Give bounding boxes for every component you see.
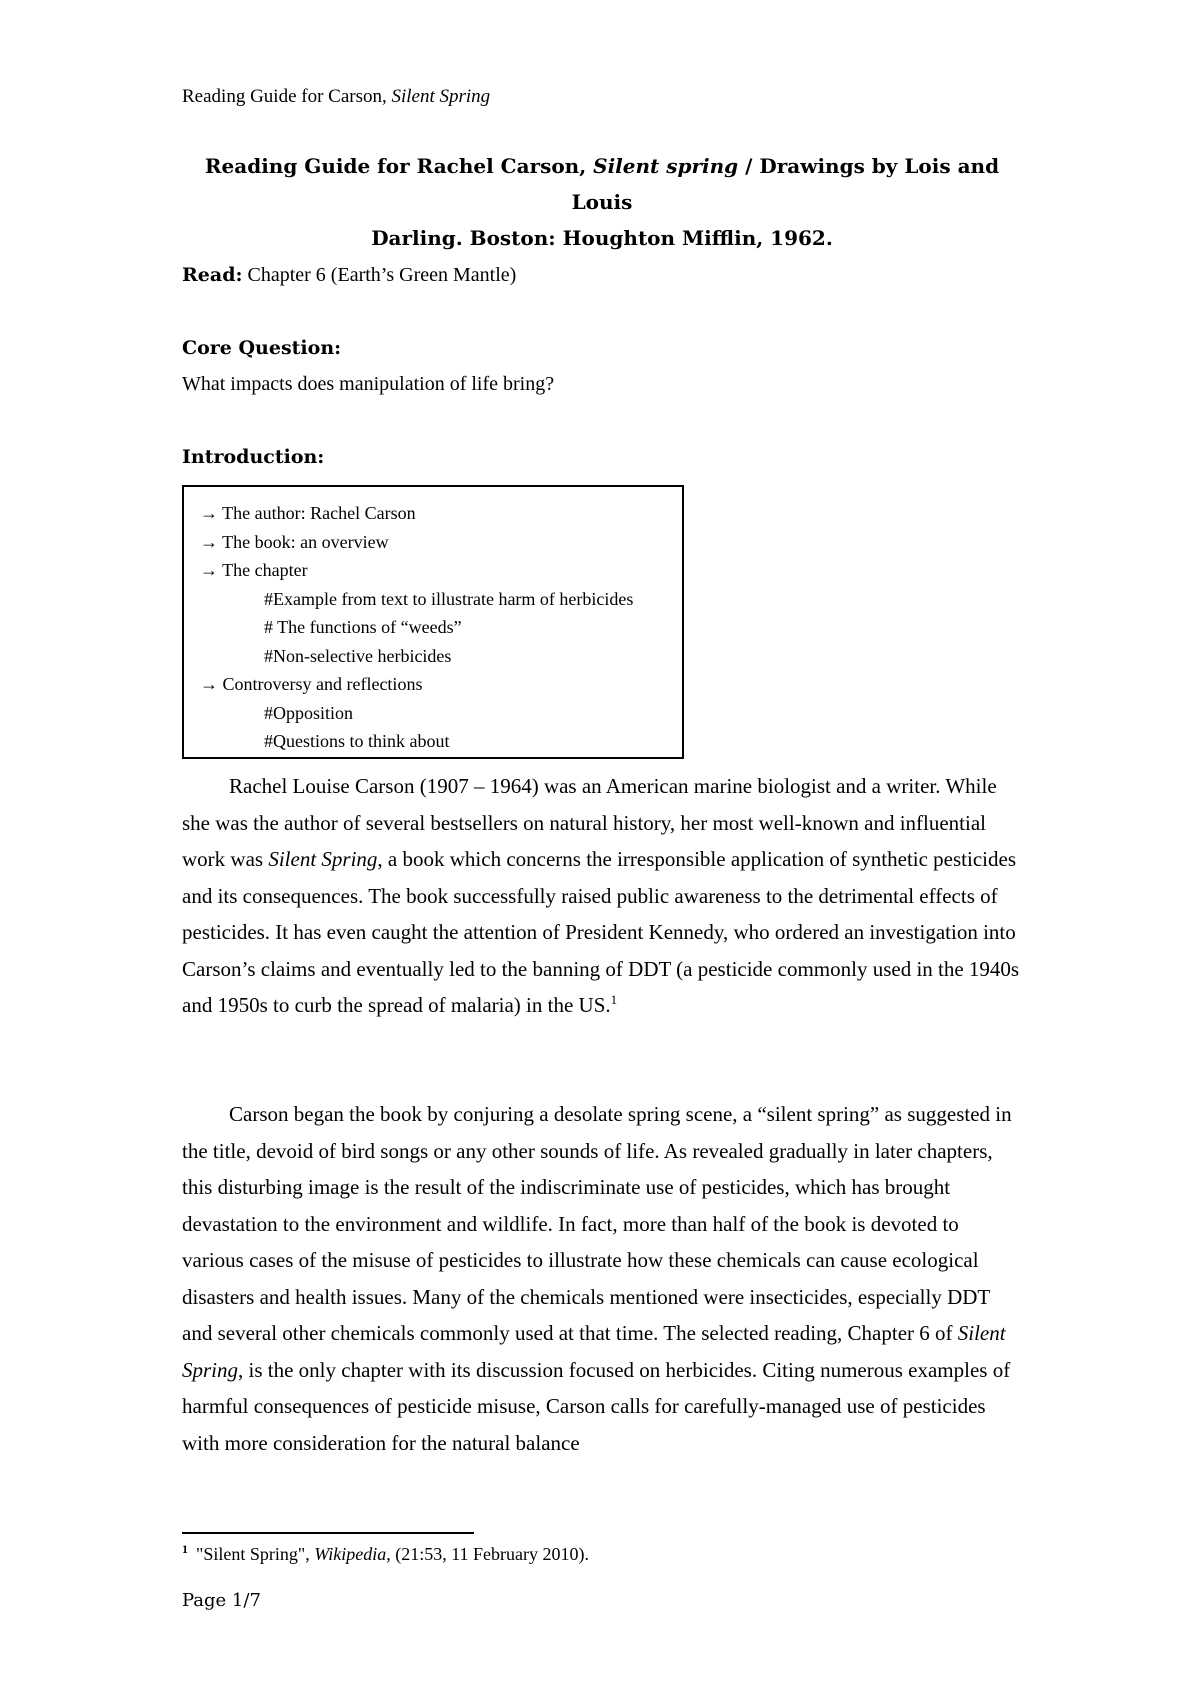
title-line-1: Reading Guide for Rachel Carson, Silent spring / Drawings by Lois and Louis — [204, 154, 1000, 214]
page-number: Page 1/7 — [182, 1590, 261, 1611]
outline-subitem: #Opposition — [264, 702, 354, 723]
introduction-outline-box — [182, 485, 684, 759]
title-line-2: Darling. Boston: Houghton Mifflin, 1962. — [371, 226, 833, 250]
core-question-text: What impacts does manipulation of life bring? — [182, 373, 555, 395]
footnote-number: 1 — [182, 1542, 188, 1556]
core-question-label: Core Question: — [182, 337, 342, 359]
outline-subitem: #Questions to think about — [264, 731, 450, 751]
body-paragraph-2: Carson began the book by conjuring a desolate spring scene, a “silent spring” as suggested in the title, devoid of bird songs or any other sounds of life. As revealed gradually in later chapters, this disturbing image is the result of the indiscriminate use of pesticides, which has brought devastation to the environment and wildlife. In fact, more than half of the book is devoted to various cases of the misuse of pesticides to illustrate how these chemicals can cause ecological disasters and health issues. Many of the chemicals mentioned were insecticides, especially DDT and several other chemicals commonly used at that time. The selected reading, Chapter 6 of Silent Spring, is the only chapter with its discussion focused on herbicides. Citing numerous examples of harmful consequences of pesticide misuse, Carson calls for carefully-managed use of pesticides with more consideration for the natural balance — [182, 1102, 1012, 1455]
outline-item: → The author: Rachel Carson — [200, 503, 416, 523]
outline-subitem: #Example from text to illustrate harm of herbicides — [264, 588, 634, 609]
running-header: Reading Guide for Carson, Silent Spring — [182, 86, 491, 107]
document-page — [182, 0, 1022, 1696]
body-paragraph-1: Rachel Louise Carson (1907 – 1964) was an American marine biologist and a writer. While she was the author of several bestsellers on natural history, her most well-known and influential work was Silent Spring, a book which concerns the irresponsible application of synthetic pesticides and its consequences. The book successfully raised public awareness to the detrimental effects of pesticides. It has even caught the attention of President Kennedy, who ordered an investigation into Carson’s claims and eventually led to the banning of DDT (a pesticide commonly used in the 1940s and 1950s to curb the spread of malaria) in the US.$^1$ — [182, 774, 1020, 1017]
read-label: Read: — [182, 264, 243, 286]
outline-subitem: # The functions of “weeds” — [264, 617, 462, 637]
outline-item: → The chapter — [200, 560, 308, 580]
document-title — [182, 148, 1022, 256]
read-line — [182, 257, 516, 293]
footnote-reference[interactable]: 1 — [610, 992, 618, 1007]
read-value: Chapter 6 (Earth’s Green Mantle) — [242, 264, 517, 286]
footnote: $^1$ "Silent Spring", Wikipedia, (21:53, 11 February 2010). — [182, 1542, 590, 1564]
footnote-separator — [182, 1532, 474, 1534]
outline-subitem: #Non-selective herbicides — [264, 645, 452, 666]
introduction-label: Introduction: — [182, 446, 325, 468]
outline-item: → The book: an overview — [200, 531, 389, 552]
outline-item: → Controversy and reflections — [200, 674, 423, 694]
